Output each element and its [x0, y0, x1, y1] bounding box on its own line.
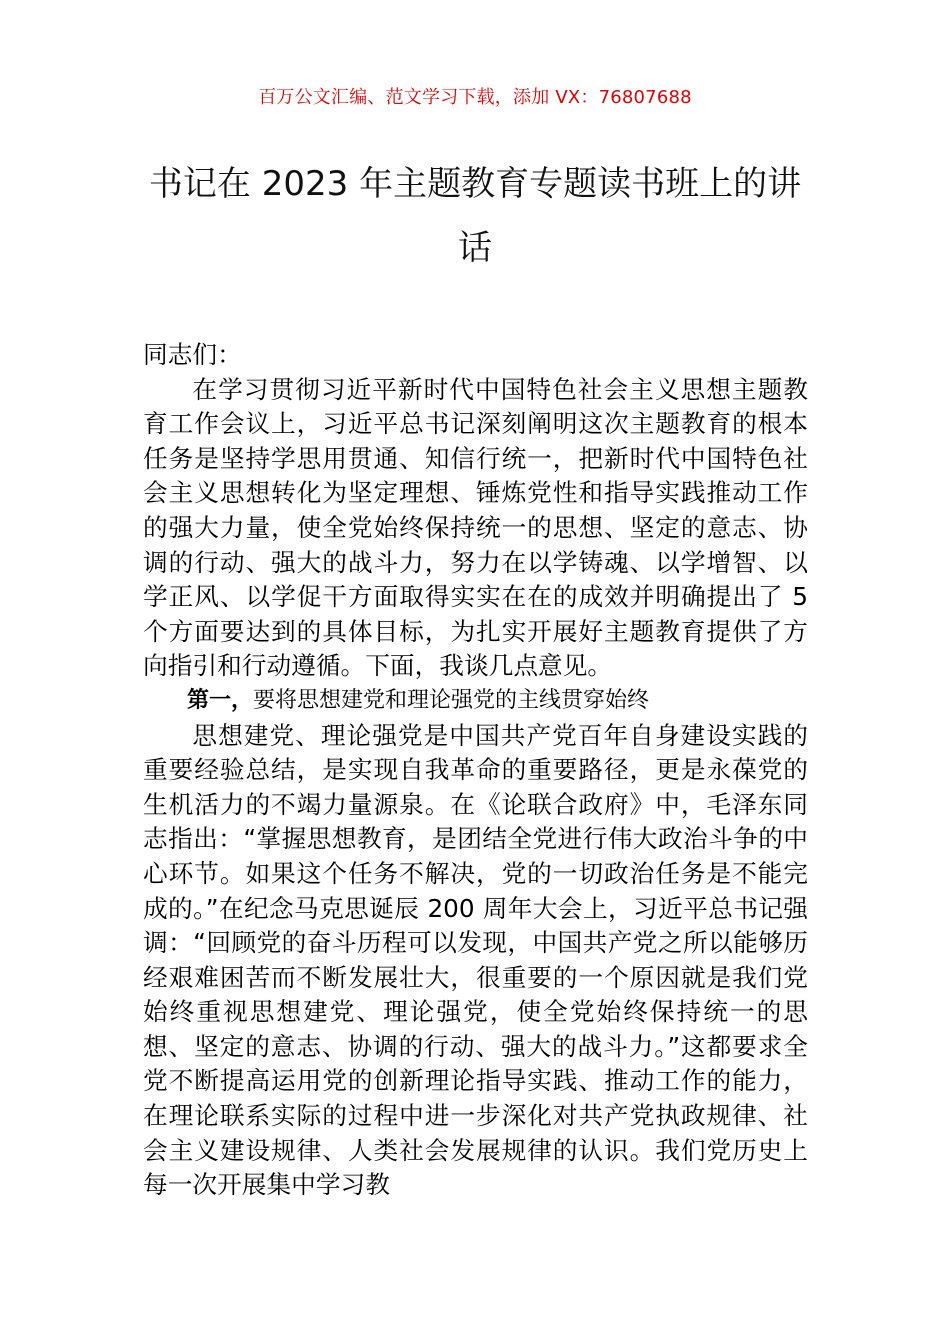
- document-body: [143, 338, 808, 1203]
- salutation: 同志们：: [143, 340, 242, 369]
- intro-paragraph: 在学习贯彻习近平新时代中国特色社会主义思想主题教育工作会议上，习近平总书记深刻阐明这次主题教育的根本任务是坚持学思用贯通、知信行统一，把新时代中国特色社会主义思想转化为坚定理想、锤炼党性和指导实践推动工作的强大力量，使全党始终保持统一的思想、坚定的意志、协调的行动、强大的战斗力，努力在以学铸魂、以学增智、以学正风、以学促干方面取得实实在在的成效并明确提出了 5 个方面要达到的具体目标，为扎实开展好主题教育提供了方向指引和行动遵循。下面，我谈几点意见。: [143, 374, 808, 681]
- document-title: 书记在 2023 年主题教育专题读书班上的讲话: [148, 164, 802, 268]
- section-heading-text: 要将思想建党和理论强党的主线贯穿始终: [253, 687, 650, 713]
- section-paragraph: 思想建党、理论强党是中国共产党百年自身建设实践的重要经验总结，是实现自我革命的重要路径，更是永葆党的生机活力的不竭力量源泉。在《论联合政府》中，毛泽东同志指出：“掌握思想教育，是团结全党进行伟大政治斗争的中心环节。如果这个任务不解决，党的一切政治任务是不能完成的。”在纪念马克思诞辰 200 周年大会上，习近平总书记强调：“回顾党的奋斗历程可以发现，中国共产党之所以能够历经艰难困苦而不断发展壮大，很重要的一个原因就是我们党始终重视思想建党、理论强党，使全党始终保持统一的思想、坚定的意志、协调的行动、强大的战斗力。”这都要求全党不断提高运用党的创新理论指导实践、推动工作的能力，在理论联系实际的过程中进一步深化对共产党执政规律、社会主义建设规律、人类社会发展规律的认识。我们党历史上每一次开展集中学习教: [143, 720, 808, 1200]
- watermark-header: 百万公文汇编、范文学习下载，添加 VX：76807688: [258, 87, 692, 108]
- section-heading: [143, 684, 808, 719]
- section-number: 第一，: [187, 687, 254, 713]
